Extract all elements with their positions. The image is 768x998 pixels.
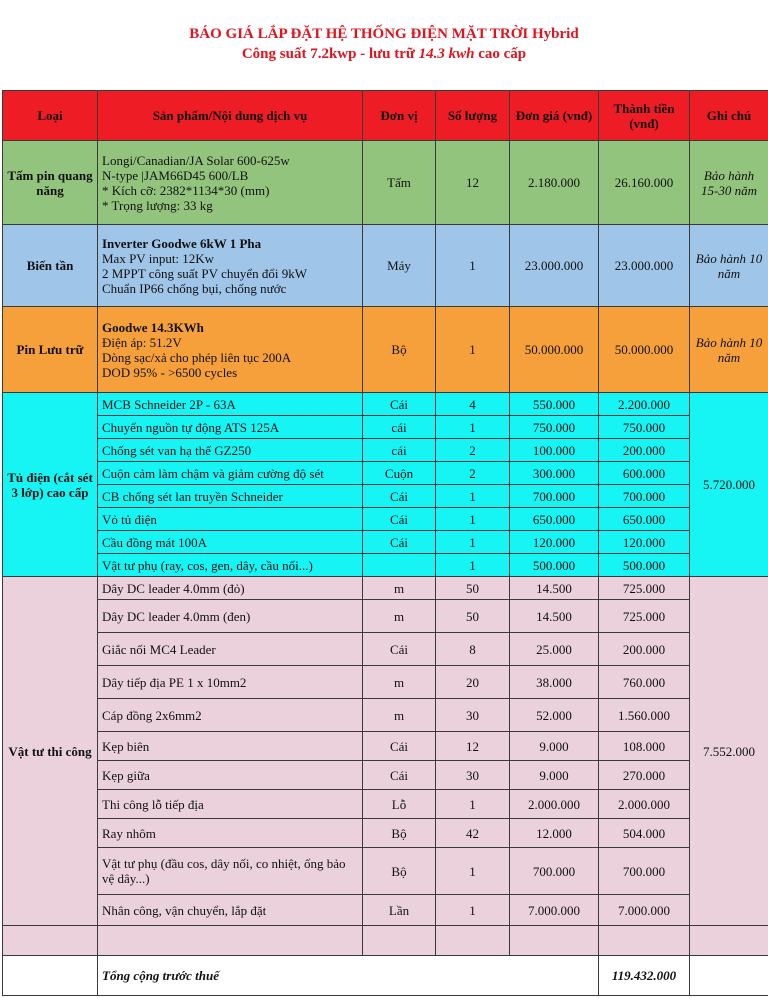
item-unit: Cái <box>363 508 436 531</box>
inverter-row <box>3 225 768 307</box>
cabinet-row <box>3 439 768 462</box>
item-unit: Bộ <box>363 819 436 848</box>
quote-table <box>2 90 768 996</box>
header-unit: Đơn vị <box>363 91 436 141</box>
inverter-unit: Máy <box>363 225 436 307</box>
item-name: Cầu đồng mát 100A <box>98 531 363 554</box>
panel-row <box>3 141 768 225</box>
item-name: Thi công lỗ tiếp địa <box>98 790 363 819</box>
item-price: 12.000 <box>510 819 599 848</box>
item-name: Kẹp giữa <box>98 761 363 790</box>
total-value: 119.432.000 <box>599 956 690 996</box>
quote-title: BÁO GIÁ LẮP ĐẶT HỆ THỐNG ĐIỆN MẶT TRỜI Hybrid <box>189 26 579 42</box>
item-name: Dây tiếp địa PE 1 x 10mm2 <box>98 666 363 699</box>
panel-desc-line: N-type |JAM66D45 600/LB <box>102 167 249 183</box>
item-price: 550.000 <box>510 393 599 416</box>
battery-price: 50.000.000 <box>510 307 599 393</box>
item-price: 750.000 <box>510 416 599 439</box>
item-name: MCB Schneider 2P - 63A <box>98 393 363 416</box>
item-amount: 650.000 <box>599 508 690 531</box>
inverter-description <box>98 225 363 307</box>
item-unit: Lỗ <box>363 790 436 819</box>
inverter-category: Biến tần <box>3 225 98 307</box>
materials-row <box>3 666 768 699</box>
item-unit: Cái <box>363 732 436 761</box>
item-unit: cái <box>363 416 436 439</box>
item-name: Nhân công, vận chuyển, lắp đặt <box>98 895 363 926</box>
item-unit: m <box>363 577 436 600</box>
item-amount: 700.000 <box>599 485 690 508</box>
item-amount: 760.000 <box>599 666 690 699</box>
item-name: Giắc nối MC4 Leader <box>98 633 363 666</box>
header-note: Ghi chú <box>690 91 768 141</box>
item-price: 25.000 <box>510 633 599 666</box>
inverter-desc-line: Chuẩn IP66 chống bụi, chống nước <box>102 280 287 296</box>
battery-desc-line: DOD 95% - >6500 cycles <box>102 364 238 380</box>
cabinet-row <box>3 416 768 439</box>
subtitle-storage: 14.3 kwh <box>418 46 475 62</box>
cabinet-row <box>3 393 768 416</box>
item-qty: 4 <box>436 393 510 416</box>
item-unit: cái <box>363 439 436 462</box>
inverter-desc-line: Max PV input: 12Kw <box>102 250 215 266</box>
item-name: Chuyển nguồn tự động ATS 125A <box>98 416 363 439</box>
panel-unit: Tấm <box>363 141 436 225</box>
battery-description <box>98 307 363 393</box>
item-amount: 200.000 <box>599 439 690 462</box>
item-amount: 2.200.000 <box>599 393 690 416</box>
materials-row <box>3 761 768 790</box>
header-qty: Số lượng <box>436 91 510 141</box>
item-qty: 1 <box>436 508 510 531</box>
item-qty: 2 <box>436 462 510 485</box>
item-price: 300.000 <box>510 462 599 485</box>
materials-row <box>3 895 768 926</box>
item-unit: Bộ <box>363 848 436 895</box>
item-price: 700.000 <box>510 485 599 508</box>
item-amount: 1.560.000 <box>599 699 690 732</box>
item-amount: 500.000 <box>599 554 690 577</box>
inverter-qty: 1 <box>436 225 510 307</box>
item-qty: 50 <box>436 577 510 600</box>
item-unit: Cái <box>363 393 436 416</box>
cabinet-row <box>3 462 768 485</box>
item-qty: 12 <box>436 732 510 761</box>
materials-row <box>3 790 768 819</box>
cabinet-row <box>3 508 768 531</box>
item-amount: 7.000.000 <box>599 895 690 926</box>
battery-note: Bảo hành 10 năm <box>690 307 768 393</box>
item-qty: 42 <box>436 819 510 848</box>
item-amount: 750.000 <box>599 416 690 439</box>
subtitle-prefix: Công suất 7.2kwp - lưu trữ <box>241 46 419 62</box>
item-unit: Cuộn <box>363 462 436 485</box>
item-qty: 30 <box>436 761 510 790</box>
item-price: 52.000 <box>510 699 599 732</box>
panel-price: 2.180.000 <box>510 141 599 225</box>
empty-cell <box>690 926 768 956</box>
item-unit: m <box>363 600 436 633</box>
cabinet-subtotal: 5.720.000 <box>690 393 768 577</box>
item-qty: 1 <box>436 790 510 819</box>
item-qty: 8 <box>436 633 510 666</box>
item-qty: 20 <box>436 666 510 699</box>
panel-note: Bảo hành 15-30 năm <box>690 141 768 225</box>
quote-title-block <box>0 0 768 90</box>
inverter-amount: 23.000.000 <box>599 225 690 307</box>
item-amount: 200.000 <box>599 633 690 666</box>
battery-category: Pin Lưu trữ <box>3 307 98 393</box>
materials-row <box>3 819 768 848</box>
panel-amount: 26.160.000 <box>599 141 690 225</box>
item-price: 9.000 <box>510 761 599 790</box>
header-amount: Thành tiền (vnđ) <box>599 91 690 141</box>
cabinet-category: Tủ điện (cắt sét 3 lớp) cao cấp <box>3 393 98 577</box>
item-name: Kẹp biên <box>98 732 363 761</box>
item-unit: Cái <box>363 761 436 790</box>
item-amount: 725.000 <box>599 577 690 600</box>
cabinet-row <box>3 554 768 577</box>
item-price: 500.000 <box>510 554 599 577</box>
item-qty: 1 <box>436 531 510 554</box>
item-price: 7.000.000 <box>510 895 599 926</box>
header-product: Sản phẩm/Nội dung dịch vụ <box>98 91 363 141</box>
materials-row <box>3 732 768 761</box>
empty-cell <box>510 926 599 956</box>
header-category: Loại <box>3 91 98 141</box>
panel-qty: 12 <box>436 141 510 225</box>
cabinet-row <box>3 485 768 508</box>
item-name: Dây DC leader 4.0mm (đen) <box>98 600 363 633</box>
materials-row <box>3 600 768 633</box>
item-unit: Lần <box>363 895 436 926</box>
empty-row <box>3 926 768 956</box>
materials-subtotal: 7.552.000 <box>690 577 768 926</box>
battery-desc-line: Điện áp: 51.2V <box>102 334 182 350</box>
item-amount: 2.000.000 <box>599 790 690 819</box>
empty-cell <box>98 926 363 956</box>
item-qty: 2 <box>436 439 510 462</box>
item-amount: 108.000 <box>599 732 690 761</box>
item-name: Cuộn cảm làm chậm và giảm cường độ sét <box>98 462 363 485</box>
item-price: 38.000 <box>510 666 599 699</box>
item-price: 120.000 <box>510 531 599 554</box>
battery-amount: 50.000.000 <box>599 307 690 393</box>
item-name: Chống sét van hạ thế GZ250 <box>98 439 363 462</box>
item-name: Vật tư phụ (đầu cos, dây nối, co nhiệt, ống bảo vệ dây...) <box>98 848 363 895</box>
item-name: Vỏ tủ điện <box>98 508 363 531</box>
total-label: Tổng cộng trước thuế <box>98 956 599 996</box>
item-unit: Cái <box>363 531 436 554</box>
battery-qty: 1 <box>436 307 510 393</box>
empty-cell <box>363 926 436 956</box>
item-price: 700.000 <box>510 848 599 895</box>
inverter-price: 23.000.000 <box>510 225 599 307</box>
item-unit: m <box>363 666 436 699</box>
battery-desc-line: Dòng sạc/xả cho phép liên tục 200A <box>102 349 292 365</box>
panel-description <box>98 141 363 225</box>
item-price: 2.000.000 <box>510 790 599 819</box>
item-name: CB chống sét lan truyền Schneider <box>98 485 363 508</box>
item-amount: 120.000 <box>599 531 690 554</box>
item-qty: 1 <box>436 485 510 508</box>
item-name: Vật tư phụ (ray, cos, gen, dây, cầu nối...) <box>98 554 363 577</box>
materials-row <box>3 633 768 666</box>
header-row <box>3 91 768 141</box>
item-name: Ray nhôm <box>98 819 363 848</box>
item-price: 100.000 <box>510 439 599 462</box>
item-unit: m <box>363 699 436 732</box>
item-price: 650.000 <box>510 508 599 531</box>
item-qty: 50 <box>436 600 510 633</box>
item-price: 14.500 <box>510 600 599 633</box>
item-qty: 1 <box>436 895 510 926</box>
item-unit: Cái <box>363 485 436 508</box>
panel-desc-line: * Trọng lượng: 33 kg <box>102 197 213 213</box>
cabinet-row <box>3 531 768 554</box>
battery-model: Goodwe 14.3KWh <box>102 319 204 335</box>
item-amount: 725.000 <box>599 600 690 633</box>
item-unit: Cái <box>363 633 436 666</box>
materials-row <box>3 848 768 895</box>
item-unit <box>363 554 436 577</box>
item-qty: 1 <box>436 416 510 439</box>
item-qty: 30 <box>436 699 510 732</box>
item-amount: 504.000 <box>599 819 690 848</box>
empty-cell <box>3 926 98 956</box>
item-amount: 270.000 <box>599 761 690 790</box>
item-price: 14.500 <box>510 577 599 600</box>
empty-cell <box>599 926 690 956</box>
materials-row <box>3 699 768 732</box>
total-row <box>3 956 768 996</box>
panel-desc-line: Longi/Canadian/JA Solar 600-625w <box>102 152 290 168</box>
header-price: Đơn giá (vnđ) <box>510 91 599 141</box>
item-amount: 700.000 <box>599 848 690 895</box>
subtitle-suffix: cao cấp <box>474 46 527 62</box>
battery-unit: Bộ <box>363 307 436 393</box>
inverter-desc-line: 2 MPPT công suất PV chuyển đổi 9kW <box>102 265 307 281</box>
item-name: Dây DC leader 4.0mm (đỏ) <box>98 577 363 600</box>
panel-category: Tấm pin quang năng <box>3 141 98 225</box>
item-qty: 1 <box>436 554 510 577</box>
item-qty: 1 <box>436 848 510 895</box>
materials-row <box>3 577 768 600</box>
inverter-note: Bảo hành 10 năm <box>690 225 768 307</box>
item-amount: 600.000 <box>599 462 690 485</box>
panel-desc-line: * Kích cỡ: 2382*1134*30 (mm) <box>102 182 270 198</box>
empty-cell <box>436 926 510 956</box>
inverter-model: Inverter Goodwe 6kW 1 Pha <box>102 235 262 251</box>
battery-row <box>3 307 768 393</box>
materials-category: Vật tư thi công <box>3 577 98 926</box>
item-price: 9.000 <box>510 732 599 761</box>
quote-subtitle <box>0 46 768 63</box>
total-blank <box>3 956 98 996</box>
total-blank <box>690 956 768 996</box>
item-name: Cáp đồng 2x6mm2 <box>98 699 363 732</box>
